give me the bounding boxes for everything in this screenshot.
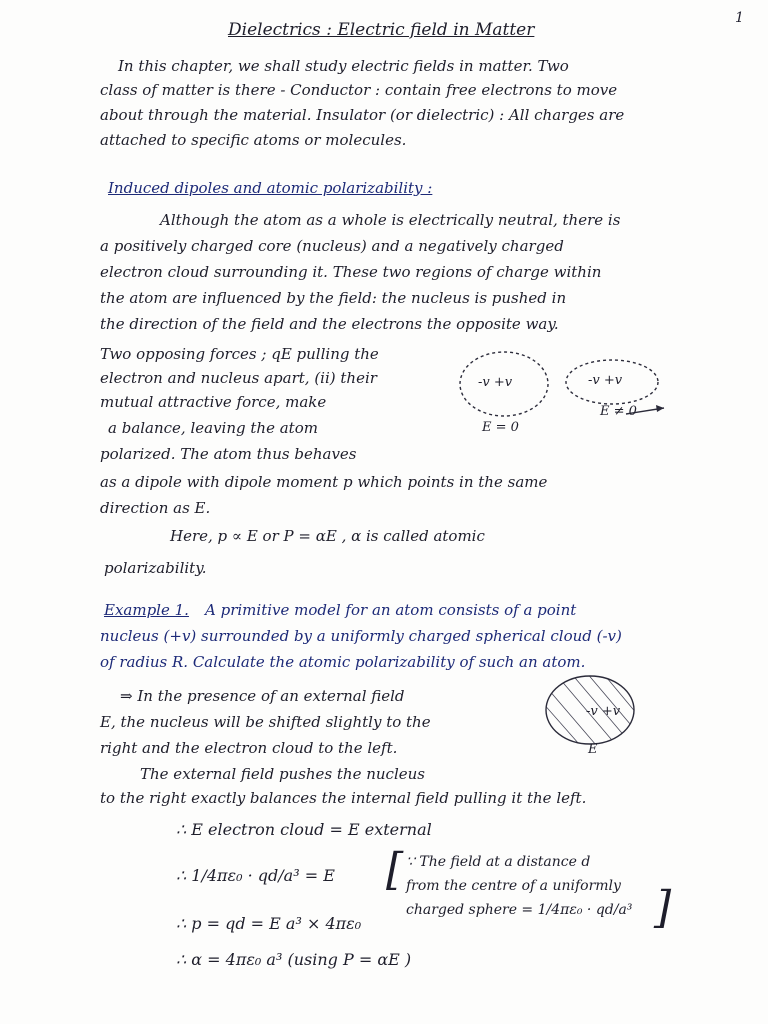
field-arrow-head — [656, 405, 664, 412]
note-line-3: charged sphere = 1/4πε₀ · qd/a³ — [406, 902, 633, 918]
page-number: 1 — [735, 10, 744, 26]
body-line-10: polarized. The atom thus behaves — [100, 445, 357, 463]
body-line-7: electron and nucleus apart, (ii) their — [100, 369, 377, 387]
note-line-2: from the centre of a uniformly — [406, 878, 621, 894]
body-line-3: electron cloud surrounding it. These two regions of charge within — [100, 263, 602, 281]
solution-line-5: to the right exactly balances the internal field pulling it the left. — [100, 789, 587, 807]
equation-3: ∴ p = qd = E a³ × 4πε₀ — [176, 914, 362, 933]
solution-line-3: right and the electron cloud to the left. — [100, 739, 398, 757]
diagram1-label: E = 0 — [482, 420, 519, 435]
body-line-6: Two opposing forces ; qE pulling the — [100, 345, 379, 363]
equation-1: ∴ E electron cloud = E external — [176, 820, 432, 839]
note-close-bracket: ] — [654, 882, 672, 933]
diagram3-charges: -v +v — [586, 704, 621, 719]
body-line-12: direction as E. — [100, 499, 211, 517]
diagram2-label: E ≠ 0 — [600, 404, 637, 419]
body-line-5: the direction of the field and the electrons the opposite way. — [100, 315, 559, 333]
body-line-8: mutual attractive force, make — [100, 393, 327, 411]
diagram1-charges: -v +v — [478, 375, 513, 390]
section-heading: Induced dipoles and atomic polarizability : — [108, 179, 433, 197]
equation-4: ∴ α = 4πε₀ a³ (using P = αE ) — [176, 950, 412, 969]
body-line-11: as a dipole with dipole moment p which points in the same — [100, 473, 548, 491]
example-line-3: of radius R. Calculate the atomic polarizability of such an atom. — [100, 653, 586, 671]
page-title: Dielectrics : Electric field in Matter — [228, 20, 535, 40]
example-line-2: nucleus (+v) surrounded by a uniformly charged spherical cloud (-v) — [100, 627, 622, 645]
example-line-1: A primitive model for an atom consists of a point — [205, 601, 577, 619]
diagram3-label: E — [588, 742, 598, 757]
example-label: Example 1. — [104, 601, 189, 619]
intro-line-4: attached to specific atoms or molecules. — [100, 131, 407, 149]
body-line-1: Although the atom as a whole is electrically neutral, there is — [160, 211, 621, 229]
intro-line-2: class of matter is there - Conductor : contain free electrons to move — [100, 81, 618, 99]
polarizability-line-2: polarizability. — [104, 559, 207, 577]
diagram2-charges: -v +v — [588, 373, 623, 388]
solution-line-1: ⇒ In the presence of an external field — [120, 687, 405, 705]
polarizability-line-1: Here, p ∝ E or P = αE , α is called atomic — [170, 527, 485, 545]
note-line-1: ∵ The field at a distance d — [406, 854, 591, 870]
intro-line-3: about through the material. Insulator (or dielectric) : All charges are — [100, 106, 625, 124]
note-open-bracket: [ — [386, 844, 404, 895]
intro-line-1: In this chapter, we shall study electric fields in matter. Two — [118, 57, 569, 75]
body-line-4: the atom are influenced by the field: the nucleus is pushed in — [100, 289, 567, 307]
body-line-9: a balance, leaving the atom — [108, 419, 318, 437]
body-line-2: a positively charged core (nucleus) and a negatively charged — [100, 237, 564, 255]
equation-2: ∴ 1/4πε₀ · qd/a³ = E — [176, 866, 335, 885]
solution-line-4: The external field pushes the nucleus — [140, 765, 425, 783]
solution-line-2: E, the nucleus will be shifted slightly to the — [100, 713, 431, 731]
